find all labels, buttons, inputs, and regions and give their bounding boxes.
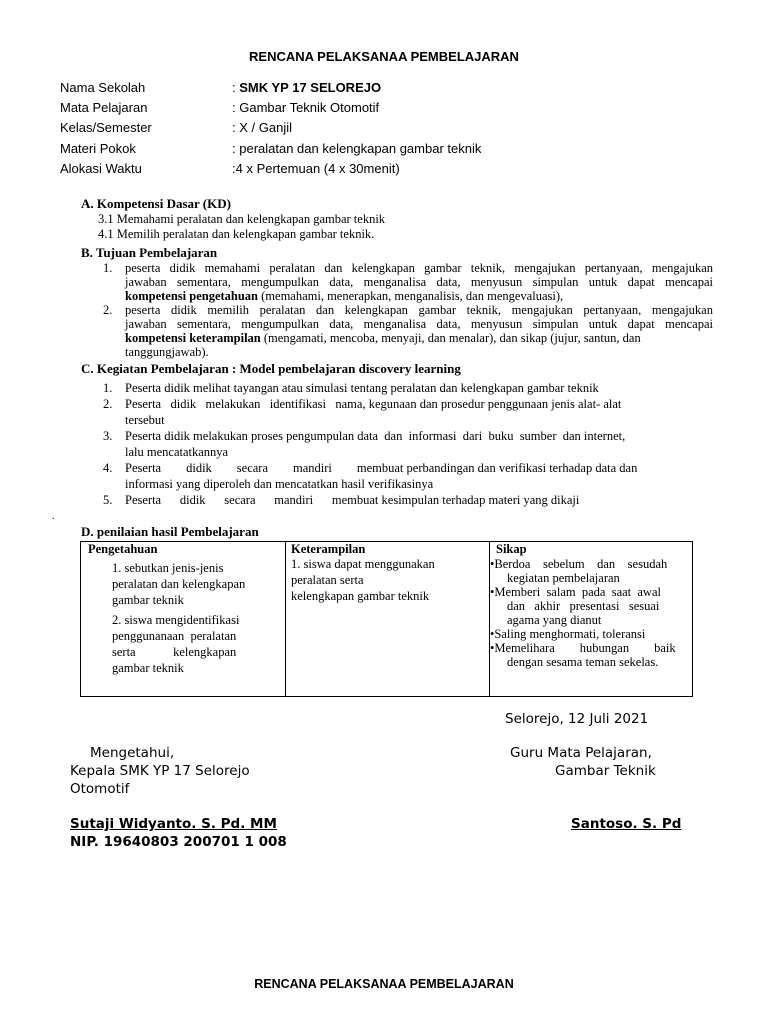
column-header: Pengetahuan [88,542,158,556]
teacher-name: Santoso. S. Pd [571,816,682,832]
principal-nip: NIP. 19640803 200701 1 008 [70,834,287,850]
info-value-topic: : peralatan dan kelengkapan gambar teknik [232,141,482,156]
principal-name: Sutaji Widyanto. S. Pd. MM [70,816,277,832]
cell-line: penggunanaan peralatan [112,629,237,643]
list-number: 1. [103,261,113,275]
info-value-school: : SMK YP 17 SELOREJO [232,80,382,95]
activity-line: Peserta didik melakukan identifikasi nama, kegunaan dan prosedur penggunaan jenis alat- alat [125,397,622,411]
cell-line: •Saling menghormati, toleransi [490,627,646,641]
activity-line: informasi yang diperoleh dan mencatatkan hasil verifikasinya [125,477,434,491]
left-role-cont: Otomotif [70,781,130,797]
list-number: 5. [103,493,113,507]
section-b-heading: B. Tujuan Pembelajaran [81,245,218,260]
activity-line: Peserta didik melakukan proses pengumpulan data dan informasi dari buku sumber dan internet, [125,429,626,443]
activity-line: Peserta didik secara mandiri membuat perbandingan dan verifikasi terhadap data dan [125,461,638,475]
objective-line: kompetensi pengetahuan (memahami, menerapkan, menganalisis, dan mengevaluasi), [125,289,564,303]
next-page-title: RENCANA PELAKSANAA PEMBELAJARAN [254,977,514,991]
page-title: RENCANA PELAKSANAA PEMBELAJARAN [249,49,519,64]
cell-line: serta kelengkapan [112,645,237,659]
right-greeting: Guru Mata Pelajaran, [510,745,652,761]
cell-line: dan akhir presentasi sesuai [507,599,660,613]
section-a-heading: A. Kompetensi Dasar (KD) [81,196,231,211]
section-d-heading: D. penilaian hasil Pembelajaran [81,524,259,539]
cell-line: peralatan dan kelengkapan [112,577,246,591]
activity-line: lalu mencatatkannya [125,445,229,459]
column-knowledge [81,542,286,696]
list-number: 2. [103,397,113,411]
column-header: Keterampilan [291,542,366,556]
cell-line: peralatan serta [291,573,364,587]
info-label-time: Alokasi Waktu [60,161,142,176]
left-greeting: Mengetahui, [90,745,175,761]
info-label-topic: Materi Pokok [60,141,136,156]
section-c-heading: C. Kegiatan Pembelajaran : Model pembelajaran discovery learning [81,361,461,376]
cell-line: kelengkapan gambar teknik [291,589,430,603]
stray-dot: . [52,511,55,522]
left-role: Kepala SMK YP 17 Selorejo [70,763,250,779]
cell-line: 2. siswa mengidentifikasi [112,613,240,627]
objective-line: kompetensi keterampilan (mengamati, mencoba, menyaji, dan menalar), dan sikap (jujur, santun, dan [125,331,641,345]
place-date: Selorejo, 12 Juli 2021 [505,711,649,727]
objective-line: jawaban sementara, mengumpulkan data, menganalisa data, menyusun simpulan untuk dapat mencapai [125,275,713,289]
list-number: 1. [103,381,113,395]
objective-line: jawaban sementara, mengumpulkan data, menganalisa data, menyusun simpulan untuk dapat mencapai [125,317,713,331]
column-skills [285,542,490,696]
activity-line: tersebut [125,413,165,427]
right-role: Gambar Teknik [555,763,656,779]
info-value-class: : X / Ganjil [232,120,292,135]
cell-line: 1. siswa dapat menggunakan [291,557,435,571]
objective-line: peserta didik memilih peralatan dan kelengkapan gambar teknik, mengajukan pertanyaan, mengajukan [125,303,713,317]
cell-line: gambar teknik [112,661,184,675]
column-header: Sikap [496,542,527,556]
cell-line: dengan sesama teman sekelas. [507,655,659,669]
info-label-class: Kelas/Semester [60,120,152,135]
list-number: 3. [103,429,113,443]
info-value-subject: : Gambar Teknik Otomotif [232,100,380,115]
activity-line: Peserta didik melihat tayangan atau simulasi tentang peralatan dan kelengkapan gambar teknik [125,381,599,395]
cell-line: kegiatan pembelajaran [507,571,620,585]
kd-item: 3.1 Memahami peralatan dan kelengkapan gambar teknik [98,212,386,226]
objective-line: peserta didik memahami peralatan dan kelengkapan gambar teknik, mengajukan pertanyaan, mengajukan [125,261,713,275]
cell-line: 1. sebutkan jenis-jenis [112,561,224,575]
activity-line: Peserta didik secara mandiri membuat kesimpulan terhadap materi yang dikaji [125,493,580,507]
column-attitude [489,542,692,696]
list-number: 2. [103,303,113,317]
list-number: 4. [103,461,113,475]
cell-line: agama yang dianut [507,613,602,627]
info-label-school: Nama Sekolah [60,80,146,95]
cell-line: gambar teknik [112,593,184,607]
objective-line: tanggungjawab). [125,345,209,359]
cell-line: •Memelihara hubungan baik [490,641,676,655]
assessment-table [80,541,693,697]
info-value-time: :4 x Pertemuan (4 x 30menit) [232,161,400,176]
kd-item: 4.1 Memilih peralatan dan kelengkapan gambar teknik. [98,227,375,241]
cell-line: •Berdoa sebelum dan sesudah [490,557,668,571]
cell-line: •Memberi salam pada saat awal [490,585,661,599]
info-label-subject: Mata Pelajaran [60,100,148,115]
